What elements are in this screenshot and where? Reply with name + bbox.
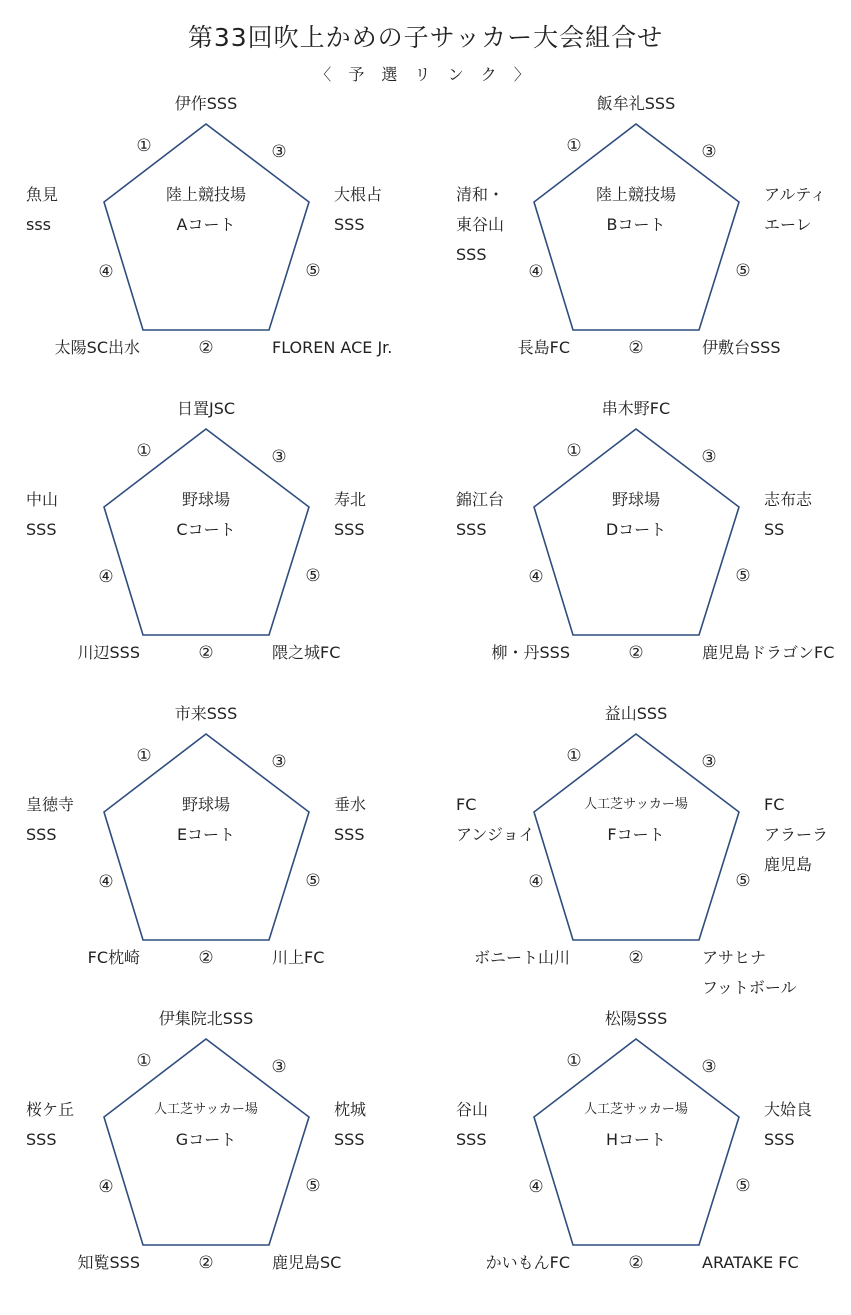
match-number-2: ② [198, 1253, 214, 1273]
match-number-3: ③ [271, 752, 287, 772]
team-bottom-right: 鹿児島ドラゴンFC [702, 643, 835, 662]
team-top: 串木野FC [601, 399, 671, 418]
team-bottom-right: 隈之城FC [272, 643, 341, 662]
match-number-5: ⑤ [305, 1176, 321, 1196]
court-group-Cコート [0, 400, 425, 705]
team-left: SSS [456, 1130, 487, 1149]
team-bottom-left: 長島FC [517, 338, 570, 357]
match-number-2: ② [198, 643, 214, 663]
court-group-Bコート [430, 95, 851, 400]
match-number-2: ② [628, 643, 644, 663]
team-right: FC [764, 795, 785, 814]
match-number-5: ⑤ [305, 261, 321, 281]
team-left: アンジョイ [456, 825, 535, 844]
match-number-2: ② [628, 1253, 644, 1273]
court-center [556, 485, 716, 545]
match-number-3: ③ [271, 142, 287, 162]
team-left: SSS [26, 520, 57, 539]
team-bottom-left: 太陽SC出水 [54, 338, 140, 357]
venue-label: 人工芝サッカー場 [584, 1102, 688, 1117]
team-top: 市来SSS [174, 704, 238, 723]
team-bottom-left: FC枕崎 [87, 948, 140, 967]
team-right: アルティ [764, 185, 827, 204]
court-center [126, 790, 286, 850]
team-top: 伊作SSS [174, 94, 238, 113]
team-bottom-right: アサヒナ [702, 948, 767, 967]
court-label: Gコート [175, 1130, 237, 1149]
team-bottom-left: 知覧SSS [77, 1253, 140, 1272]
court-group-Dコート [430, 400, 851, 705]
court-label: Aコート [176, 215, 236, 234]
team-left: 皇徳寺 [26, 795, 75, 814]
court-label: Cコート [176, 520, 236, 539]
match-number-1: ① [566, 136, 582, 156]
venue-label: 人工芝サッカー場 [154, 1102, 258, 1117]
court-group-Aコート [0, 95, 425, 400]
team-right: SSS [764, 1130, 795, 1149]
match-number-4: ④ [98, 567, 114, 587]
team-bottom-left: ボニート山川 [473, 948, 570, 967]
court-center [126, 1095, 286, 1155]
match-number-4: ④ [98, 1177, 114, 1197]
court-center [556, 790, 716, 850]
team-top: 日置JSC [176, 399, 236, 418]
match-number-1: ① [566, 441, 582, 461]
team-bottom-right: 鹿児島SC [272, 1253, 342, 1272]
venue-label: 野球場 [181, 795, 230, 814]
team-right: エーレ [764, 215, 812, 234]
team-left: SSS [26, 825, 57, 844]
match-number-5: ⑤ [735, 261, 751, 281]
team-left: 谷山 [456, 1100, 489, 1119]
match-number-4: ④ [528, 872, 544, 892]
team-left: SSS [26, 1130, 57, 1149]
team-bottom-right: ARATAKE FC [702, 1253, 799, 1272]
team-left: 魚見 [26, 185, 59, 204]
venue-label: 陸上競技場 [165, 185, 246, 204]
venue-label: 野球場 [611, 490, 660, 509]
team-left: FC [456, 795, 477, 814]
page-subtitle: 〈 予 選 リ ン ク 〉 [315, 65, 536, 84]
match-number-3: ③ [701, 752, 717, 772]
team-right: SSS [334, 215, 365, 234]
match-number-1: ① [566, 1051, 582, 1071]
team-left: 東谷山 [456, 215, 505, 234]
court-group-Hコート [430, 1010, 851, 1315]
team-bottom-left: 柳・丹SSS [491, 643, 570, 662]
team-top: 飯牟礼SSS [596, 94, 676, 113]
match-number-3: ③ [701, 142, 717, 162]
match-number-4: ④ [528, 1177, 544, 1197]
venue-label: 野球場 [181, 490, 230, 509]
team-bottom-left: 川辺SSS [77, 643, 140, 662]
match-number-2: ② [628, 338, 644, 358]
court-label: Fコート [607, 825, 665, 844]
team-bottom-right: FLOREN ACE Jr. [272, 338, 393, 357]
match-number-3: ③ [271, 1057, 287, 1077]
court-label: Bコート [606, 215, 666, 234]
match-number-4: ④ [98, 262, 114, 282]
match-number-3: ③ [701, 447, 717, 467]
team-left: SSS [456, 245, 487, 264]
team-left: 桜ケ丘 [26, 1100, 75, 1119]
match-number-5: ⑤ [735, 566, 751, 586]
match-number-5: ⑤ [305, 871, 321, 891]
match-number-4: ④ [98, 872, 114, 892]
match-number-4: ④ [528, 567, 544, 587]
match-number-4: ④ [528, 262, 544, 282]
match-number-5: ⑤ [735, 1176, 751, 1196]
match-number-1: ① [136, 441, 152, 461]
venue-label: 陸上競技場 [595, 185, 676, 204]
court-center [126, 485, 286, 545]
match-number-5: ⑤ [735, 871, 751, 891]
team-left: sss [26, 215, 52, 234]
page-title: 第33回吹上かめの子サッカー大会組合せ [187, 23, 664, 52]
team-bottom-right: フットボール [702, 978, 797, 997]
team-left: 中山 [26, 490, 59, 509]
team-bottom-right: 伊敷台SSS [702, 338, 781, 357]
court-group-Gコート [0, 1010, 425, 1315]
team-right: 大姶良 [764, 1100, 813, 1119]
match-number-2: ② [198, 948, 214, 968]
team-bottom-right: 川上FC [272, 948, 325, 967]
court-label: Dコート [605, 520, 667, 539]
team-left: SSS [456, 520, 487, 539]
team-left: 錦江台 [456, 490, 505, 509]
team-bottom-left: かいもんFC [485, 1253, 570, 1272]
team-right: SSS [334, 520, 365, 539]
match-number-1: ① [566, 746, 582, 766]
team-right: SSS [334, 1130, 365, 1149]
team-left: 清和・ [456, 185, 505, 204]
team-top: 伊集院北SSS [158, 1009, 254, 1028]
team-right: 枕城 [334, 1100, 367, 1119]
match-number-2: ② [198, 338, 214, 358]
court-group-Fコート [430, 705, 851, 1010]
team-right: SSS [334, 825, 365, 844]
court-center [556, 180, 716, 240]
match-number-2: ② [628, 948, 644, 968]
court-center [126, 180, 286, 240]
team-top: 益山SSS [604, 704, 668, 723]
team-right: 志布志 [764, 490, 813, 509]
team-right: アラーラ [764, 825, 829, 844]
match-number-3: ③ [701, 1057, 717, 1077]
match-number-1: ① [136, 1051, 152, 1071]
venue-label: 人工芝サッカー場 [584, 797, 688, 812]
match-number-1: ① [136, 746, 152, 766]
match-number-5: ⑤ [305, 566, 321, 586]
court-label: Eコート [176, 825, 236, 844]
court-center [556, 1095, 716, 1155]
court-group-Eコート [0, 705, 425, 1010]
team-right: SS [764, 520, 785, 539]
team-right: 鹿児島 [764, 855, 813, 874]
match-number-1: ① [136, 136, 152, 156]
court-label: Hコート [605, 1130, 667, 1149]
match-number-3: ③ [271, 447, 287, 467]
team-top: 松陽SSS [604, 1009, 668, 1028]
team-right: 寿北 [334, 490, 367, 509]
team-right: 垂水 [334, 795, 367, 814]
team-right: 大根占 [334, 185, 383, 204]
